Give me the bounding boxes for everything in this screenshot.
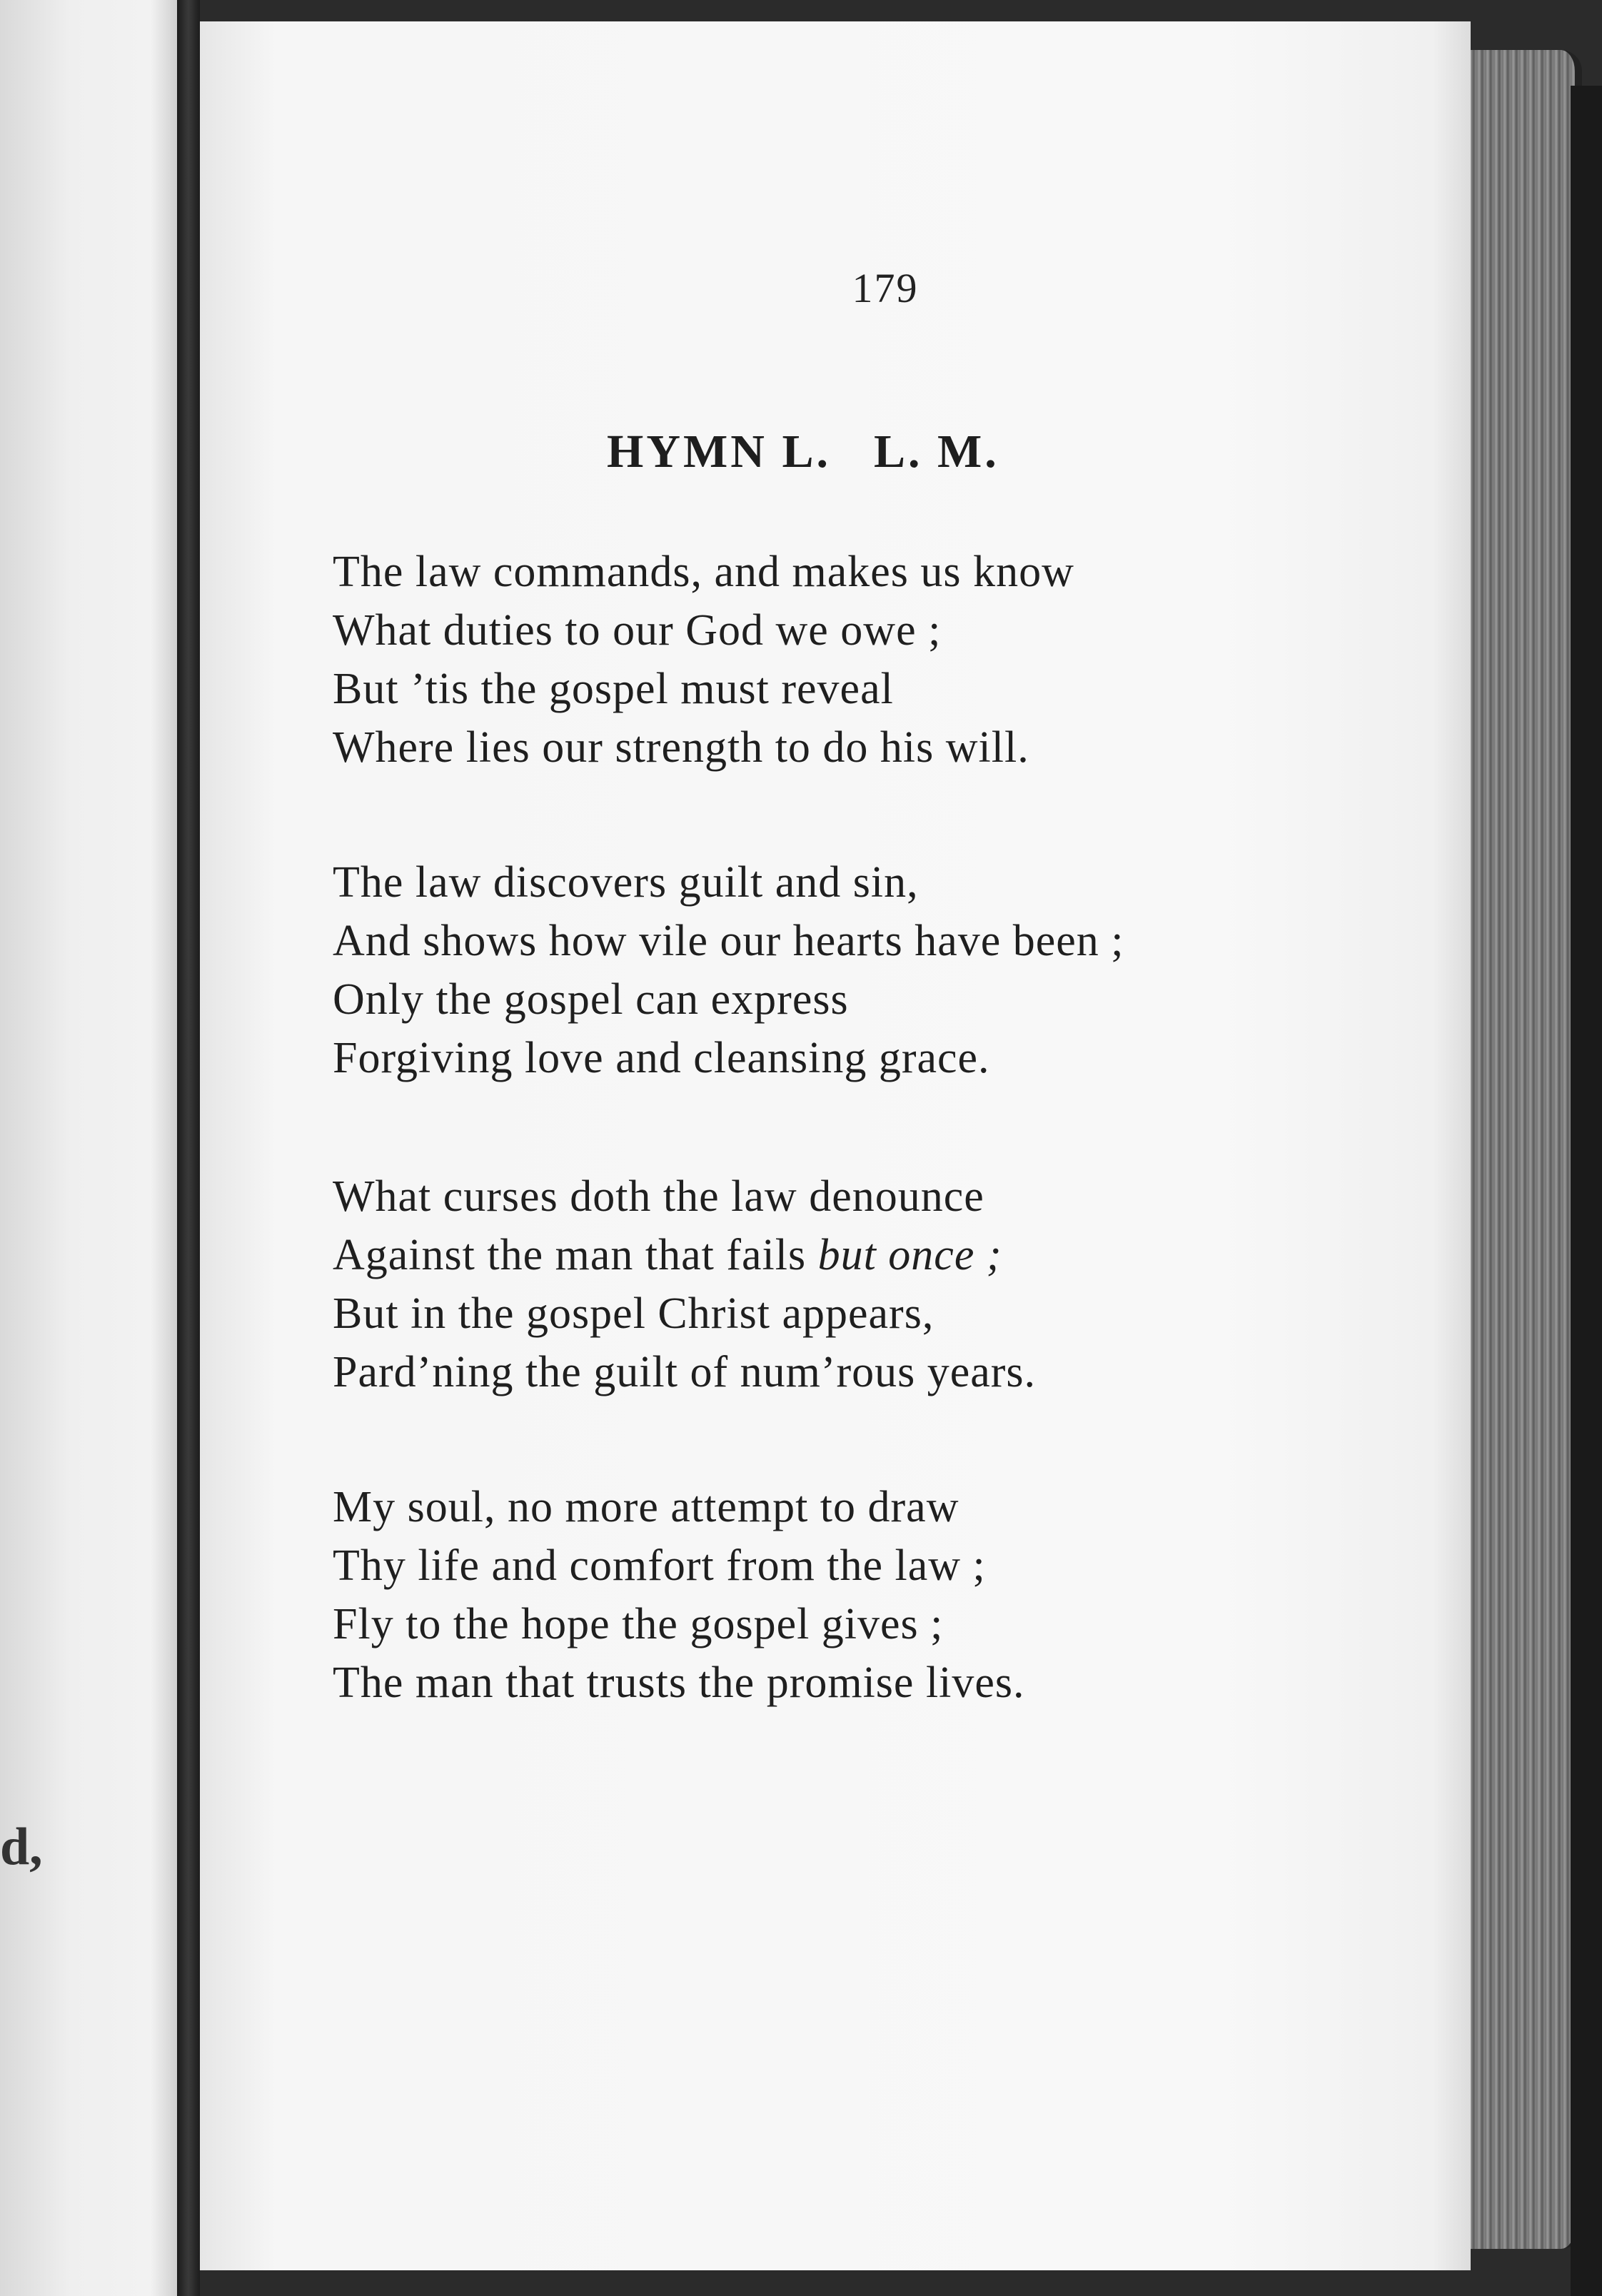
- left-facing-page: [0, 0, 177, 2296]
- stanza-1: [333, 543, 1446, 777]
- stanza-line: Only the gospel can express: [333, 975, 849, 1024]
- stanza-line: The law commands, and makes us know: [333, 548, 1074, 596]
- stanza-line: But in the gospel Christ appears,: [333, 1289, 934, 1338]
- page-number: 179: [852, 265, 919, 311]
- stanza-line: [333, 1226, 1446, 1284]
- stanza-line-text: Against the man that fails: [333, 1231, 807, 1279]
- stanza-line: Where lies our strength to do his will.: [333, 723, 1029, 772]
- stanza-line: Pard’ning the guilt of num’rous years.: [333, 1348, 1037, 1396]
- stanza-3: [333, 1167, 1446, 1401]
- stanza-line: Thy life and comfort from the law ;: [333, 1541, 986, 1590]
- stanza-2: [333, 853, 1446, 1087]
- stanza-line: What duties to our God we owe ;: [333, 606, 942, 655]
- book-gutter: [177, 0, 200, 2296]
- stanza-line: The man that trusts the promise lives.: [333, 1658, 1025, 1707]
- hymn-title: [607, 425, 999, 479]
- stanza-line: The law discovers guilt and sin,: [333, 858, 919, 907]
- stanza-line-italic: but once ;: [817, 1231, 1002, 1279]
- book-cover-edge: [1571, 86, 1602, 2296]
- stanza-4: [333, 1478, 1446, 1712]
- page-fore-edge: [1464, 50, 1582, 2249]
- stanza-line: And shows how vile our hearts have been ;: [333, 917, 1124, 965]
- stanza-line: Fly to the hope the gospel gives ;: [333, 1600, 944, 1648]
- book-page: [200, 21, 1471, 2270]
- stanza-line: But ’tis the gospel must reveal: [333, 665, 894, 713]
- stanza-line: What curses doth the law denounce: [333, 1172, 984, 1221]
- left-page-text-fragment: d,: [0, 1818, 43, 1876]
- stanza-line: My soul, no more attempt to draw: [333, 1483, 959, 1531]
- stanza-line: Forgiving love and cleansing grace.: [333, 1034, 990, 1082]
- hymn-number: HYMN L.: [607, 426, 831, 478]
- hymn-meter: L. M.: [873, 426, 999, 478]
